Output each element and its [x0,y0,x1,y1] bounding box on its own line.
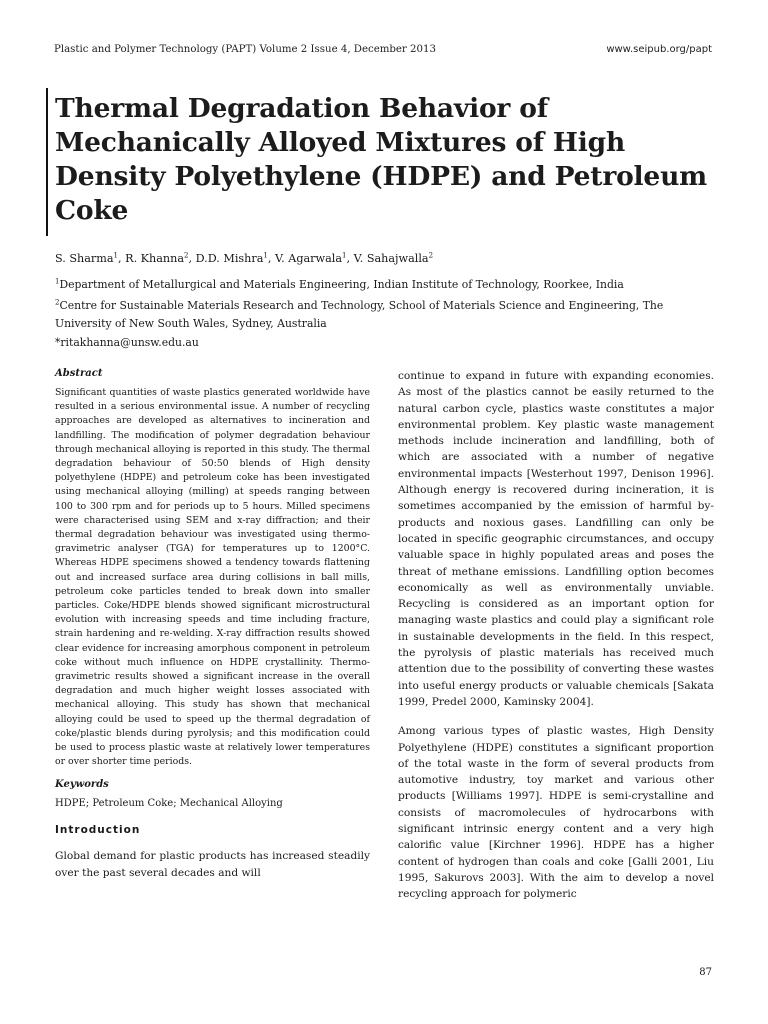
running-header [54,44,712,60]
paper-title: Thermal Degradation Behavior of Mechanically Alloyed Mixtures of High Density Polyethylene (HDPE) and Petroleum Coke [55,93,707,226]
abstract-heading: Abstract [55,368,103,379]
journal-info: Plastic and Polymer Technology (PAPT) Volume 2 Issue 4, December 2013 [54,44,436,55]
affiliation-mark: 2 [55,298,60,307]
right-column [398,368,714,903]
author-affiliation-mark: 1 [342,251,347,260]
author-name: V. Sahajwalla [353,252,429,265]
left-column [55,368,370,881]
introduction-heading: Introduction [55,824,141,837]
affiliation-text: Centre for Sustainable Materials Research and Technology, School of Materials Science and Engineering, The University of New South Wales, Sydney, Australia [55,299,664,330]
abstract-text: Significant quantities of waste plastics generated worldwide have resulted in a serious environmental issue. A number of recycling approaches are developed as alternatives to incineration and landfilling. The modification of polymer degradation behaviour through mechanical alloying is reported in this study. The thermal degradation behaviour of 50:50 blends of High density polyethylene (HDPE) and petroleum coke has been investigated using mechanical alloying (milling) at speeds ranging between 100 to 300 rpm and for periods up to 5 hours. Milled specimens were characterised using SEM and x-ray diffraction; and their thermal degradation behaviour was investigated using thermo-gravimetric analyser (TGA) for temperatures up to 1200°C. Whereas HDPE specimens showed a tendency towards flattening out and increased surface area during collisions in ball mills, petroleum coke particles tended to break down into smaller particles. Coke/HDPE blends showed significant microstructural evolution with increasing speeds and time including fracture, strain hardening and re-welding. X-ray diffraction results showed clear evidence for increasing amorphous component in petroleum coke without much influence on HDPE crystallinity. Thermo-gravimetric results showed a significant increase in the overall degradation and much higher weight losses associated with mechanical alloying. This study has shown that mechanical alloying could be used to speed up the thermal degradation of coke/plastic blends during pyrolysis; and this modification could be used to process plastic waste at relatively lower temperatures or over shorter time periods. [55,387,370,768]
affiliation-text: Department of Metallurgical and Materials Engineering, Indian Institute of Technology, Roorkee, India [59,278,624,291]
affiliation-2 [55,297,715,332]
author-affiliation-mark: 2 [184,251,189,260]
title-rule [46,88,48,236]
body-paragraph: continue to expand in future with expanding economies. As most of the plastics cannot be easily returned to the natural carbon cycle, plastics waste constitutes a major environmental problem. Key plastic waste management methods include incineration and landfilling, both of which are associated with a number of negative environmental impacts [Westerhout 1997, Denison 1996]. Although energy is recovered during incineration, it is sometimes accompanied by the emission of harmful by-products and noxious gases. Landfilling can only be located in specific geographic circumstances, and occupy valuable space in highly populated areas and poses the threat of methane emissions. Landfilling option becomes economically as well as environmentally unviable. Recycling is considered as an important option for managing waste plastics and could play a significant role in sustainable developments in the field. In this respect, the pyrolysis of plastic materials has received much attention due to the possibility of converting these wastes into useful energy products or valuable chemicals [Sakata 1999, Predel 2000, Kaminsky 2004]. [398,370,714,708]
author-affiliation-mark: 1 [113,251,119,260]
introduction-paragraph: Global demand for plastic products has increased steadily over the past several decades and will [55,850,370,879]
page-number: 87 [699,967,712,978]
keywords-heading: Keywords [55,779,109,791]
author-affiliation-mark: 2 [428,251,434,260]
corresponding-email[interactable]: *ritakhanna@unsw.edu.au [55,336,199,349]
author-affiliation-mark: 1 [263,251,268,260]
affiliation-mark: 1 [55,277,60,286]
author-list: S. Sharma$^1$, R. Khanna$^2$, D.D. Mishra$^1$, V. Agarwala$^1$, V. Sahajwalla$^2$ [55,251,434,265]
body-paragraph: Among various types of plastic wastes, High Density Polyethylene (HDPE) constitutes a significant proportion of the total waste in the form of several products from automotive industry, toy market and various other products [Williams 1997]. HDPE is semi-crystalline and consists of macromolecules of hydrocarbons with significant intrinsic energy content and a very high calorific value [Kirchner 1996]. HDPE has a higher content of hydrogen than coals and coke [Galli 2001, Liu 1995, Sakurovs 2003]. With the aim to develop a novel recycling approach for polymeric [398,725,714,901]
author-name: V. Agarwala [275,252,342,265]
journal-url[interactable]: www.seipub.org/papt [606,44,712,55]
author-name: S. Sharma [55,252,114,265]
keywords-text: HDPE; Petroleum Coke; Mechanical Alloying [55,798,283,810]
affiliation-1 [55,276,715,294]
author-name: R. Khanna [125,252,184,265]
author-name: D.D. Mishra [195,252,264,265]
